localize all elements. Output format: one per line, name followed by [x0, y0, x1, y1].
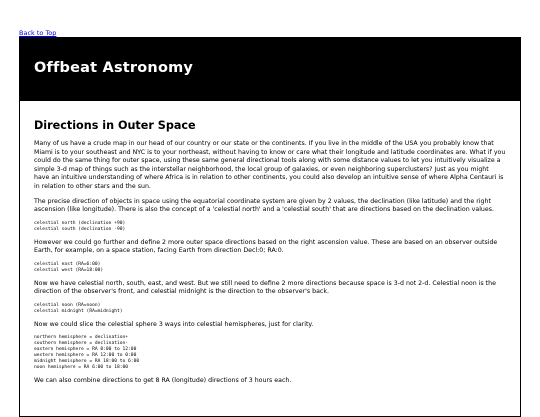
paragraph-equatorial: The precise direction of objects in space using the equatorial coordinate system are given by 2 values, the declination (like latitude) and the right ascension (like longitude). There is also the concept of a 'celestial north' and a 'celestial south' that are directions based on the declination values. [34, 197, 494, 214]
paragraph-noon-midnight: Now we have celestial north, south, east, and west. But we still need to define 2 more directions because space is 3-d not 2-d. Celestial noon is the direction of the observer's front, and celestial midnight is the direction to the observer's back. [34, 279, 496, 296]
code-line: noon hemisphere = RA 6:00 to 18:00 [34, 364, 129, 370]
article-content [20, 101, 520, 385]
code-line: celestial west (RA=18:00) [34, 267, 104, 273]
code-block-north-south [34, 221, 506, 233]
code-block-hemispheres [34, 335, 506, 370]
code-block-noon-midnight [34, 303, 506, 315]
back-to-top-link[interactable]: Back to Top [19, 29, 57, 37]
site-header [20, 38, 520, 101]
code-line: celestial east (RA=6:00) [34, 261, 101, 267]
paragraph-intro: Many of us have a crude map in our head of our country or our state or the continents. If you live in the middle of the USA you probably know that Miami is to your southeast and NYC is to your northeast, without having to know or care what their longitude and latitude coordinates are. What if you could do the same thing for outer space, using these same general directional tools along with some distance values to let you intuitively visualize a simple 3-d map of things such as the interstellar neighborhood, the local group of galaxies, or even neighboring superclusters? Just as you might have an intuitive understanding of where Africa is in relation to other continents, you could also develop an intuitive sense of where Alpha Centauri is in relation to other stars and the sun. [34, 140, 506, 190]
site-title: Offbeat Astronomy [34, 60, 194, 76]
paragraph-hemispheres: Now we could slice the celestial sphere 3 ways into celestial hemispheres, just for clarity. [34, 320, 314, 328]
code-line: southern hemisphere = declination- [34, 341, 129, 347]
code-line: celestial midnight (RA=midnight) [34, 308, 123, 314]
paragraph-right-ascension: However we could go further and define 2 more outer space directions based on the right ascension value. These are based on an observer outside Earth, for example, on a space station, facing Earth from direction Decl:0; RA:0. [34, 238, 498, 255]
code-line: western hemisphere = RA 12:00 to 0:00 [34, 352, 137, 358]
code-line: celestial noon (RA=noon) [34, 302, 101, 308]
article-title: Directions in Outer Space [34, 119, 196, 132]
code-line: northern hemisphere = declination+ [34, 335, 129, 341]
code-line: eastern hemisphere = RA 0:00 to 12:00 [34, 346, 137, 352]
code-line: celestial south (declination -90) [34, 226, 126, 232]
paragraph-combined-directions: We can also combine directions to get 8 RA (longitude) directions of 3 hours each. [34, 376, 292, 384]
code-line: celestial north (declination +90) [34, 220, 126, 226]
code-line: midnight hemisphere = RA 18:00 to 6:00 [34, 358, 140, 364]
page-frame [19, 37, 521, 417]
code-block-east-west [34, 262, 506, 274]
